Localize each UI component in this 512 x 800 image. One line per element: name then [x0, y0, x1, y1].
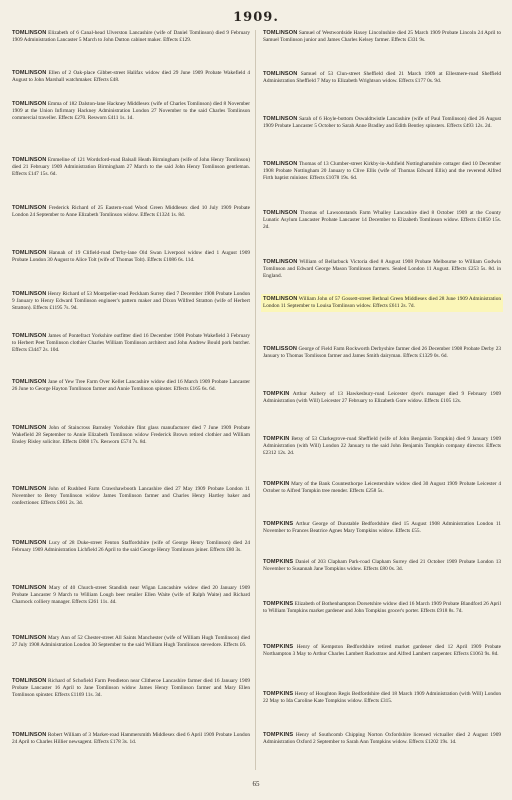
entry-text: Robert William of 3 Market-road Hammersmith Middlesex died 6 April 1909 Probate London 24 April to Charles Hillier newsagent. Effects £178 3s. 1d. [12, 732, 250, 745]
entry-text: John of Rushbed Farm Crawshawbooth Lancashire died 27 May 1909 Probate London 11 November to Betsy Tomlinson widow James Tomlinson farmer and Charles Henry Hartley baker and confectioner. Effects £661 2s. 3d. [12, 486, 250, 506]
entry-text: Emmeline of 121 Wordsford-road Balsall Heath Birmingham (wife of John Henry Tomlinson) died 21 February 1909 Administration Birmingham 27 March to the said John Henry Tomlinson gentleman. Effects £147 15s. 6d. [12, 157, 250, 177]
entry-surname: TOMLINSON [263, 116, 298, 122]
entry-text: Thomas of Lawsonstands Farm Whalley Lancashire died 8 October 1909 at the County Lunatic Asylum Lancaster Probate Lancaster 14 December to Elizabeth Tomlinson widow. Effects £1850 15s. 2d. [263, 210, 501, 230]
entry-text: Henry Richard of 53 Montpelier-road Peckham Surrey died 7 December 1908 Probate London 9 January to Henry Edward Tomlinson engineer's pattern maker and Dixon Wilfred Stratton (wife of Herbert Stratton). Effects £1195 7s. 9d. [12, 291, 250, 311]
entry-text: Mary of the Bank Countesthorpe Leicestershire widow died 30 August 1909 Probate Leicester 4 October to Alfred Tompkin tree mender. Effects £258 5s. [263, 481, 501, 494]
entry-surname: TOMPKIN [263, 436, 290, 442]
entry-surname: TOMLINSON [263, 210, 298, 216]
probate-entry [263, 71, 501, 85]
probate-entry [263, 481, 501, 495]
probate-entry [263, 391, 501, 405]
probate-entry [12, 157, 250, 178]
probate-entry [263, 732, 501, 746]
entry-text: Hannah of 19 Clifield-road Derby-lane Old Swan Liverpool widow died 1 August 1909 Probate London 30 August to Alice Tolt (wife of Thomas Tolt). Effects £1086 6s. 11d. [12, 250, 250, 263]
entry-surname: TOMPKINS [263, 521, 294, 527]
probate-entry [12, 379, 250, 393]
entry-surname: TOMLINSON [12, 425, 47, 431]
entry-surname: TOMLINSON [12, 30, 47, 36]
entry-text: Elizabeth of 6 Canal-head Ulverston Lancashire (wife of Daniel Tomlinson) died 9 February 1909 Administration Lancaster 5 March to John Dutton cabinet maker. Effects £129. [12, 30, 250, 43]
probate-entry [263, 601, 501, 615]
probate-entry [263, 691, 501, 705]
entry-text: Thomas of 13 Clumber-street Kirkby-in-Ashfield Nottinghamshire cottager died 10 December 1908 Probate Nottingham 20 January to Clive Ellis (wife of Thomas Edward Ellis) and the reverend Alfred Firth baptist minister. Effects £1078 19s. 6d. [263, 161, 501, 181]
probate-entry [12, 678, 250, 699]
entry-text: Sarah of 6 Hoyle-bottom Oswaldtwistle Lancashire (wife of Paul Tomlinson) died 26 August 1909 Probate Lancaster 5 October to Sarah Anne Bradley and Edith Bentley spinsters. Effects £493 12s. 2d. [263, 116, 501, 129]
entry-text: William John of 57 Gossett-street Bethnal Green Middlesex died 28 June 1909 Administration London 11 September to Louisa Tomlinson widow. Effects £611 2s. 7d. [263, 296, 501, 309]
probate-entry [263, 116, 501, 130]
entry-text: Samuel of 53 Clun-street Sheffield died 21 March 1909 at Ellesmere-road Sheffield Administration Sheffield 7 May to Elizabeth Wrightson widow. Effects £177 0s. 9d. [263, 71, 501, 84]
entry-surname: TOMLINSON [12, 540, 47, 546]
probate-entry [263, 161, 501, 182]
entry-surname: TOMLINSON [12, 486, 47, 492]
entry-surname: TOMPKINS [263, 559, 294, 565]
entry-surname: TOMLINSON [12, 379, 47, 385]
entry-text: Henry of Kempston Bedfordshire retired market gardener died 12 April 1909 Probate Northampton 3 May to Arthur Charles Lambert Rackstraw and Alfred Lambert carpenter. Effects £1063 9s. 8d. [263, 644, 501, 657]
probate-entry [12, 732, 250, 746]
entry-surname: TOMLINSON [12, 333, 47, 339]
probate-entry [12, 70, 250, 84]
probate-entry [263, 521, 501, 535]
entry-surname: TOMLISSON [263, 346, 298, 352]
probate-entry [12, 635, 250, 649]
probate-entry [263, 559, 501, 573]
entry-surname: TOMPKIN [263, 391, 290, 397]
entry-text: Betsy of 53 Clarkegrove-road Sheffield (wife of John Benjamin Tompkin) died 9 January 1909 Administration (with Will) London 22 January to the said John Benjamin Tompkin company director. Effects £2312 12s. 2d. [263, 436, 501, 456]
probate-entry [12, 101, 250, 122]
entry-text: Arthur George of Dunstable Bedfordshire died 15 August 1908 Administration London 11 November to Frances Beatrice Agnes Mary Tompkins widow. Effects £55. [263, 521, 501, 534]
entry-text: Lucy of 28 Duke-street Fenton Staffordshire (wife of George Henry Tomlinson) died 24 February 1909 Administration Lichfield 26 April to the said George Henry Tomlinson joiner. Effects £80 3s. [12, 540, 250, 553]
entry-surname: TOMLINSON [263, 30, 298, 36]
entry-surname: TOMPKIN [263, 481, 290, 487]
entry-surname: TOMLINSON [263, 71, 298, 77]
entry-surname: TOMPKINS [263, 732, 294, 738]
probate-entry [263, 296, 501, 310]
probate-entry [12, 205, 250, 219]
probate-entry [12, 30, 250, 44]
entry-surname: TOMLINSON [263, 161, 298, 167]
page-number: 65 [252, 780, 260, 788]
entry-text: Samuel of Westwordside Haxey Lincolnshire died 25 March 1909 Probate Lincoln 24 April to Samuel Tomlinson junior and James Charles Kelsey farmer. Effects £331 9s. [263, 30, 501, 43]
entry-surname: TOMPKINS [263, 691, 294, 697]
probate-entry [12, 486, 250, 507]
entry-text: Ellen of 2 Oak-place Gibbet-street Halifax widow died 29 June 1909 Probate Wakefield 4 August to John Marshall watchmaker. Effects £48. [12, 70, 250, 83]
probate-entry [263, 346, 501, 360]
entry-text: James of Pontefract Yorkshire outfitter died 16 December 1908 Probate Wakefield 3 February to Herbert Peet Tomlinson clothier Charles William Tomlinson architect and John Andrew Bould pork butcher. Effects £3447 2s. 10d. [12, 333, 250, 353]
probate-entry [263, 30, 501, 44]
column-divider [255, 30, 256, 770]
entry-text: Emma of 182 Dalston-lane Hackney Middlesex (wife of Charles Tomlinson) died 8 November 1909 at the Union Infirmary Hackney Administration London 27 November to the said Charles Tomlinson commercial traveller. Effects £270. Resworn £411 1s. 1d. [12, 101, 250, 121]
entry-surname: TOMLINSON [263, 259, 298, 265]
entry-text: William of Bellarbuck Victoria died 8 August 1908 Probate Melbourne to William Godwin Tomlinson and Edward George Mason Tomlinson farmers. Sealed London 11 August. Effects £253 5s. 8d. in England. [263, 259, 501, 279]
probate-entry [12, 540, 250, 554]
probate-entry [263, 210, 501, 231]
entry-surname: TOMLINSON [263, 296, 298, 302]
entry-text: Frederick Richard of 25 Eastern-road Wood Green Middlesex died 10 July 1909 Probate London 24 September to Anne Elizabeth Tomlinson widow. Effects £1324 1s. 8d. [12, 205, 250, 218]
probate-entry [263, 436, 501, 457]
probate-entry [12, 425, 250, 446]
probate-entry [12, 250, 250, 264]
entry-surname: TOMLINSON [12, 250, 47, 256]
entry-text: Richard of Schofield Farm Pendleton near Clitheroe Lancashire farmer died 16 January 1909 Probate Lancaster 16 April to Jane Tomlinson widow James Henry Tomlinson farmer and Mary Ellen Tomlinson spinster. Effects £1169 11s. 3d. [12, 678, 250, 698]
entry-surname: TOMLINSON [12, 732, 47, 738]
entry-surname: TOMLINSON [12, 678, 47, 684]
probate-entry [12, 291, 250, 312]
entry-surname: TOMLINSON [12, 70, 47, 76]
entry-text: John of Staincross Barnsley Yorkshire flint glass manufacturer died 7 June 1909 Probate Wakefield 28 September to Annie Elizabeth Tomlinson widow Frederick Brown retired clothier and William Ensley Risley solicitor. Effects £808 17s. Resworn £574 7s. 8d. [12, 425, 250, 445]
entry-text: Mary Ann of 52 Chester-street All Saints Manchester (wife of William Hugh Tomlinson) died 27 July 1908 Administration London 30 September to the said William Hugh Tomlinson stevedore. Effects £6. [12, 635, 250, 648]
entry-text: Jane of Yew Tree Farm Over Kellet Lancashire widow died 16 March 1909 Probate Lancaster 26 June to George Hayton Tomlinson farmer and Annie Tomlinson spinster. Effects £165 6s. 6d. [12, 379, 250, 392]
entry-text: Arthur Aubery of 13 Hawkesbury-road Leicester dyer's manager died 9 February 1909 Administration (with Will) Leicester 27 February to Elizabeth Gore widow. Effects £105 12s. [263, 391, 501, 404]
entry-surname: TOMLINSON [12, 635, 47, 641]
entry-text: Elizabeth of Bothenhampton Dorsetshire widow died 16 March 1909 Probate Blandford 26 April to William Tompkins market gardener and John Tompkins grocer's porter. Effects £918 8s. 7d. [263, 601, 501, 614]
entry-text: Mary of 40 Church-street Standish near Wigan Lancashire widow died 20 January 1909 Probate Lancaster 9 March to William Lough beer retailer Ellen Waite (wife of Ralph Waite) and Richard Charnock colliery manager. Effects £261 11s. 4d. [12, 585, 250, 605]
entry-surname: TOMLINSON [12, 291, 47, 297]
entry-surname: TOMPKINS [263, 644, 294, 650]
probate-entry [12, 333, 250, 354]
entry-text: George of Field Farm Rockworth Derbyshire farmer died 26 December 1908 Probate Derby 23 January to Thomas Tomlisson farmer and James Smith dairyman. Effects £1329 0s. 6d. [263, 346, 501, 359]
probate-entry [263, 259, 501, 280]
entry-surname: TOMPKINS [263, 601, 294, 607]
entry-surname: TOMLINSON [12, 157, 47, 163]
entry-surname: TOMLINSON [12, 101, 47, 107]
entry-text: Daniel of 203 Clapham Park-road Clapham Surrey died 21 October 1909 Probate London 13 November to Susannah Jane Tompkins widow. Effects £80 0s. 3d. [263, 559, 501, 572]
probate-entry [263, 644, 501, 658]
entry-surname: TOMLINSON [12, 585, 47, 591]
entry-text: Henry of Southcomb Chipping Norton Oxfordshire licensed victualler died 2 August 1909 Administration Oxford 2 September to Sarah Ann Tompkins widow. Effects £1202 19s. 1d. [263, 732, 501, 745]
probate-entry [12, 585, 250, 606]
entry-text: Henry of Houghton Regis Bedfordshire died 18 March 1909 Administration (with Will) London 22 May to Ida Caroline Kate Tompkins widow. Effects £315. [263, 691, 501, 704]
entry-surname: TOMLINSON [12, 205, 47, 211]
page-year-heading: 1909. [233, 10, 279, 25]
